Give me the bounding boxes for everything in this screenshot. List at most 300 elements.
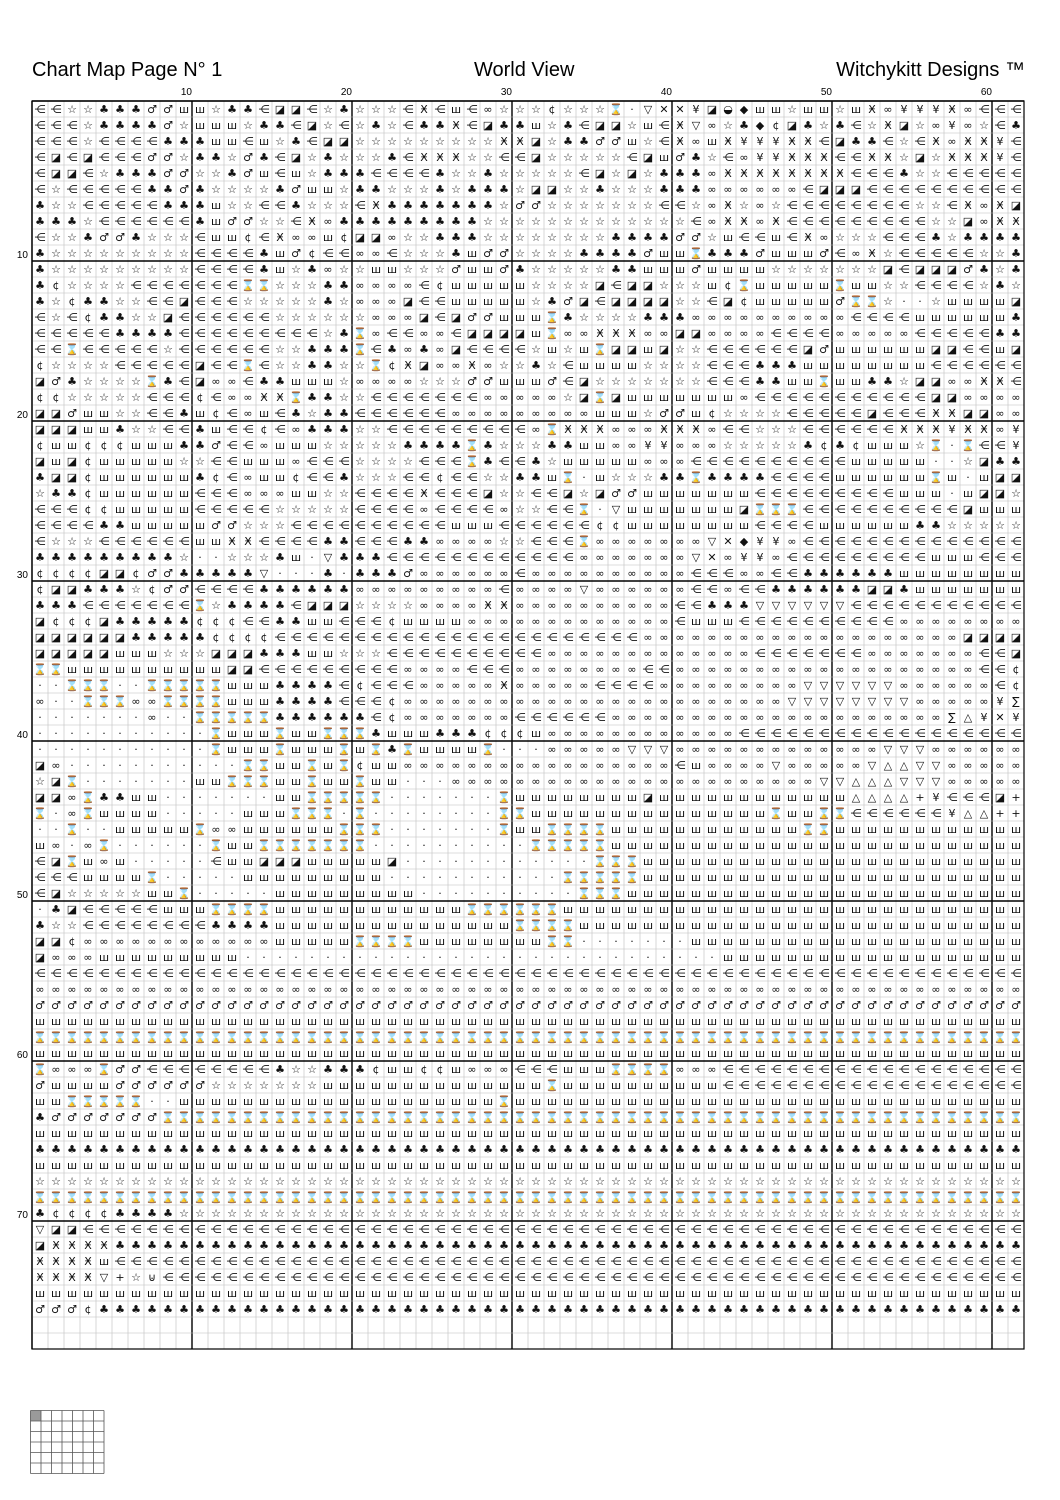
stitch-symbol: ⋲ <box>515 1063 526 1076</box>
stitch-symbol: ∞ <box>947 135 956 148</box>
stitch-symbol: ∞ <box>579 775 588 788</box>
stitch-symbol: ⋲ <box>371 615 382 628</box>
stitch-symbol: ⋲ <box>419 423 430 436</box>
stitch-symbol: ш <box>851 103 861 116</box>
stitch-symbol: ⋲ <box>643 1255 654 1268</box>
stitch-symbol: ш <box>723 1159 733 1172</box>
stitch-symbol: ш <box>179 1159 189 1172</box>
stitch-symbol: ш <box>675 855 685 868</box>
stitch-symbol: ⋲ <box>707 967 718 980</box>
stitch-symbol: ⌛ <box>193 599 207 612</box>
stitch-symbol: ♣ <box>307 343 317 356</box>
stitch-symbol: ⋲ <box>739 343 750 356</box>
stitch-symbol: ш <box>691 887 701 900</box>
stitch-symbol: ш <box>451 519 461 532</box>
stitch-symbol: ∞ <box>835 631 844 644</box>
stitch-symbol: ♣ <box>131 551 141 564</box>
stitch-symbol: ¢ <box>85 311 92 324</box>
stitch-symbol: · <box>406 791 410 804</box>
stitch-symbol: ⌛ <box>881 1111 895 1124</box>
stitch-symbol: ☆ <box>307 199 317 212</box>
stitch-symbol: ⋲ <box>579 1255 590 1268</box>
stitch-symbol: ∞ <box>547 391 556 404</box>
stitch-symbol: ш <box>947 1127 957 1140</box>
stitch-symbol: ⌛ <box>225 1191 239 1204</box>
stitch-symbol: ◪ <box>947 391 957 404</box>
stitch-symbol: ♣ <box>707 599 717 612</box>
stitch-symbol: ∞ <box>947 759 956 772</box>
stitch-symbol: ▽ <box>820 679 829 692</box>
stitch-symbol: ♣ <box>259 583 269 596</box>
stitch-symbol: ш <box>883 1159 893 1172</box>
stitch-symbol: ш <box>643 1127 653 1140</box>
stitch-symbol: ∞ <box>739 327 748 340</box>
stitch-symbol: ⋲ <box>835 551 846 564</box>
stitch-symbol: ♂ <box>211 439 221 452</box>
stitch-symbol: ⋲ <box>835 1063 846 1076</box>
stitch-symbol: ☆ <box>371 439 381 452</box>
stitch-symbol: ∞ <box>1011 615 1020 628</box>
stitch-symbol: ⋲ <box>323 1255 334 1268</box>
stitch-symbol: ▽ <box>820 599 829 612</box>
stitch-symbol: ⋲ <box>67 135 78 148</box>
stitch-symbol: ¥ <box>933 103 940 116</box>
stitch-symbol: ∞ <box>755 759 764 772</box>
stitch-symbol: ♣ <box>291 711 301 724</box>
stitch-symbol: ⋲ <box>227 1271 238 1284</box>
stitch-symbol: ⌛ <box>529 903 543 916</box>
stitch-symbol: ⋲ <box>483 1223 494 1236</box>
stitch-symbol: ш <box>899 343 909 356</box>
stitch-symbol: Ӿ <box>484 599 492 612</box>
stitch-symbol: ☆ <box>483 135 493 148</box>
stitch-symbol: ш <box>851 359 861 372</box>
stitch-symbol: ◪ <box>67 167 77 180</box>
stitch-symbol: ш <box>963 1047 973 1060</box>
stitch-symbol: ∞ <box>611 423 620 436</box>
stitch-symbol: ш <box>611 919 621 932</box>
stitch-symbol: ⌛ <box>481 1031 495 1044</box>
stitch-symbol: ⌛ <box>113 1191 127 1204</box>
stitch-symbol: ш <box>275 1015 285 1028</box>
stitch-symbol: ▽ <box>852 679 861 692</box>
stitch-symbol: ☆ <box>323 199 333 212</box>
stitch-symbol: ш <box>115 823 125 836</box>
stitch-symbol: · <box>102 759 106 772</box>
stitch-symbol: ∞ <box>211 935 220 948</box>
stitch-symbol: ш <box>115 471 125 484</box>
stitch-symbol: + <box>995 807 1004 820</box>
stitch-symbol: ∞ <box>83 935 92 948</box>
stitch-symbol: ☆ <box>643 407 653 420</box>
stitch-symbol: · <box>246 951 250 964</box>
stitch-symbol: ш <box>963 583 973 596</box>
stitch-symbol: ш <box>467 743 477 756</box>
stitch-symbol: ⋲ <box>915 391 926 404</box>
stitch-symbol: ☆ <box>243 183 253 196</box>
stitch-symbol: ⋲ <box>867 599 878 612</box>
column-tick-label: 50 <box>821 87 833 98</box>
stitch-symbol: ♣ <box>947 1303 957 1316</box>
stitch-symbol: · <box>134 775 138 788</box>
stitch-symbol: ш <box>819 903 829 916</box>
stitch-symbol: ♣ <box>755 359 765 372</box>
stitch-symbol: ∞ <box>355 983 364 996</box>
stitch-symbol: ⋲ <box>723 1063 734 1076</box>
stitch-symbol: ш <box>131 455 141 468</box>
stitch-symbol: ⋲ <box>963 1063 974 1076</box>
stitch-symbol: ш <box>867 1127 877 1140</box>
stitch-symbol: ♂ <box>115 1063 125 1076</box>
stitch-symbol: ⋲ <box>435 103 446 116</box>
stitch-symbol: ♣ <box>67 1143 77 1156</box>
stitch-symbol: ⌛ <box>161 679 175 692</box>
stitch-symbol: ◪ <box>67 455 77 468</box>
stitch-symbol: ш <box>435 1047 445 1060</box>
stitch-symbol: Ӿ <box>772 167 780 180</box>
stitch-symbol: ♣ <box>451 1239 461 1252</box>
stitch-symbol: ▽ <box>788 695 797 708</box>
stitch-symbol: ☆ <box>611 167 621 180</box>
stitch-symbol: ☆ <box>83 263 93 276</box>
stitch-symbol: ⌛ <box>545 423 559 436</box>
stitch-symbol: ☆ <box>275 343 285 356</box>
stitch-symbol: ♣ <box>35 199 45 212</box>
stitch-symbol: ⌛ <box>353 807 367 820</box>
stitch-symbol: ♣ <box>35 551 45 564</box>
stitch-symbol: ⋲ <box>467 119 478 132</box>
stitch-symbol: ∞ <box>179 983 188 996</box>
stitch-symbol: Ӿ <box>84 1239 92 1252</box>
stitch-symbol: ♣ <box>643 311 653 324</box>
stitch-symbol: ∞ <box>627 647 636 660</box>
stitch-symbol: ∞ <box>467 583 476 596</box>
stitch-symbol: ♣ <box>147 1207 157 1220</box>
stitch-symbol: ш <box>707 919 717 932</box>
stitch-symbol: ⌛ <box>401 1191 415 1204</box>
stitch-symbol: ⋲ <box>995 119 1006 132</box>
stitch-symbol: Ӿ <box>980 151 988 164</box>
stitch-symbol: ш <box>339 935 349 948</box>
stitch-symbol: ш <box>691 503 701 516</box>
stitch-symbol: ♣ <box>259 1143 269 1156</box>
stitch-symbol: ☆ <box>131 295 141 308</box>
stitch-symbol: ¢ <box>437 279 444 292</box>
stitch-symbol: ⋲ <box>659 119 670 132</box>
stitch-symbol: ♂ <box>131 1079 141 1092</box>
stitch-symbol: ∞ <box>771 695 780 708</box>
stitch-symbol: ☆ <box>851 231 861 244</box>
stitch-symbol: ш <box>83 407 93 420</box>
stitch-symbol: ш <box>819 871 829 884</box>
stitch-symbol: ♣ <box>195 215 205 228</box>
stitch-symbol: ∞ <box>483 103 492 116</box>
stitch-symbol: ⌛ <box>929 1111 943 1124</box>
stitch-symbol: ш <box>403 1127 413 1140</box>
stitch-symbol: ш <box>35 1015 45 1028</box>
stitch-symbol: ш <box>451 1287 461 1300</box>
stitch-symbol: ☆ <box>771 199 781 212</box>
stitch-symbol: ☆ <box>643 167 653 180</box>
stitch-symbol: ш <box>163 439 173 452</box>
stitch-symbol: ⋲ <box>291 119 302 132</box>
stitch-symbol: ⌛ <box>625 1111 639 1124</box>
stitch-symbol: ⋲ <box>259 615 270 628</box>
stitch-symbol: ⋲ <box>915 247 926 260</box>
stitch-symbol: ▽ <box>932 775 941 788</box>
stitch-symbol: ⋲ <box>979 551 990 564</box>
stitch-symbol: ⋲ <box>179 919 190 932</box>
stitch-symbol: ☆ <box>739 439 749 452</box>
stitch-symbol: ⋲ <box>211 1255 222 1268</box>
stitch-symbol: ∞ <box>595 599 604 612</box>
stitch-symbol: ♣ <box>579 135 589 148</box>
stitch-symbol: ш <box>691 839 701 852</box>
stitch-symbol: ш <box>995 295 1005 308</box>
stitch-symbol: ∞ <box>691 727 700 740</box>
stitch-symbol: ш <box>531 791 541 804</box>
stitch-symbol: ш <box>995 951 1005 964</box>
stitch-symbol: ⋲ <box>99 535 110 548</box>
stitch-symbol: Ӿ <box>500 679 508 692</box>
stitch-symbol: ⋲ <box>195 295 206 308</box>
stitch-symbol: ш <box>291 727 301 740</box>
stitch-symbol: ◪ <box>259 855 269 868</box>
stitch-symbol: ш <box>755 887 765 900</box>
stitch-symbol: ☆ <box>339 359 349 372</box>
stitch-symbol: ♣ <box>323 295 333 308</box>
stitch-symbol: Ӿ <box>676 119 684 132</box>
stitch-symbol: ш <box>243 1015 253 1028</box>
stitch-symbol: ⋲ <box>947 1223 958 1236</box>
stitch-symbol: ☆ <box>83 359 93 372</box>
stitch-symbol: ♣ <box>883 1239 893 1252</box>
stitch-symbol: ▽ <box>836 775 845 788</box>
stitch-symbol: △ <box>868 791 877 804</box>
stitch-symbol: ◪ <box>1011 631 1021 644</box>
stitch-symbol: ☆ <box>275 519 285 532</box>
stitch-symbol: ш <box>83 1159 93 1172</box>
stitch-symbol: ♣ <box>323 279 333 292</box>
stitch-symbol: ☆ <box>307 295 317 308</box>
stitch-symbol: ☆ <box>51 919 61 932</box>
stitch-symbol: ∞ <box>803 663 812 676</box>
stitch-symbol: ⋲ <box>915 327 926 340</box>
stitch-symbol: ⋲ <box>851 1223 862 1236</box>
stitch-symbol: ⋲ <box>195 583 206 596</box>
stitch-symbol: ⌛ <box>177 887 191 900</box>
stitch-symbol: ♣ <box>531 471 541 484</box>
stitch-symbol: ⋲ <box>995 663 1006 676</box>
stitch-symbol: ◪ <box>83 631 93 644</box>
stitch-symbol: ¥ <box>981 711 988 724</box>
stitch-symbol: · <box>502 887 506 900</box>
stitch-symbol: ∞ <box>611 647 620 660</box>
stitch-symbol: ш <box>35 1159 45 1172</box>
stitch-symbol: ◪ <box>627 295 637 308</box>
stitch-symbol: ♣ <box>339 103 349 116</box>
stitch-symbol: ♣ <box>835 1143 845 1156</box>
stitch-symbol: ш <box>739 519 749 532</box>
stitch-symbol: ☆ <box>771 1175 781 1188</box>
stitch-symbol: ☆ <box>547 135 557 148</box>
stitch-symbol: ш <box>899 951 909 964</box>
stitch-symbol: ш <box>883 471 893 484</box>
stitch-symbol: ♣ <box>579 1239 589 1252</box>
stitch-symbol: ⋲ <box>515 519 526 532</box>
stitch-symbol: ♣ <box>195 183 205 196</box>
stitch-symbol: ☆ <box>787 263 797 276</box>
stitch-symbol: ш <box>211 1159 221 1172</box>
stitch-symbol: ш <box>723 807 733 820</box>
stitch-symbol: ⋲ <box>787 487 798 500</box>
stitch-symbol: ☆ <box>131 311 141 324</box>
stitch-symbol: ¥ <box>997 151 1004 164</box>
stitch-symbol: ⋲ <box>931 727 942 740</box>
stitch-symbol: ∞ <box>371 583 380 596</box>
stitch-symbol: ▽ <box>580 583 589 596</box>
stitch-symbol: ш <box>83 1015 93 1028</box>
stitch-symbol: ⋲ <box>819 535 830 548</box>
stitch-symbol: ш <box>819 1287 829 1300</box>
stitch-symbol: ⋲ <box>803 423 814 436</box>
stitch-symbol: ⌛ <box>577 839 591 852</box>
stitch-symbol: ш <box>179 487 189 500</box>
stitch-symbol: ☆ <box>227 199 237 212</box>
stitch-symbol: ⋲ <box>195 1223 206 1236</box>
stitch-symbol: ∞ <box>403 583 412 596</box>
stitch-symbol: ∞ <box>419 695 428 708</box>
stitch-symbol: ♣ <box>739 119 749 132</box>
stitch-symbol: ☆ <box>115 375 125 388</box>
stitch-symbol: ∞ <box>451 983 460 996</box>
stitch-symbol: · <box>118 839 122 852</box>
stitch-symbol: ♣ <box>867 567 877 580</box>
stitch-symbol: ∞ <box>467 983 476 996</box>
stitch-symbol: ш <box>627 791 637 804</box>
stitch-symbol: ☆ <box>339 647 349 660</box>
stitch-symbol: ⋲ <box>723 967 734 980</box>
stitch-symbol: ∞ <box>451 663 460 676</box>
stitch-symbol: ш <box>867 1159 877 1172</box>
stitch-symbol: ⋲ <box>1011 967 1022 980</box>
stitch-symbol: ш <box>675 919 685 932</box>
stitch-symbol: ♣ <box>835 119 845 132</box>
stitch-symbol: ∞ <box>915 615 924 628</box>
stitch-symbol: ♂ <box>579 999 589 1012</box>
stitch-symbol: ⌛ <box>577 887 591 900</box>
stitch-symbol: ш <box>451 1047 461 1060</box>
stitch-symbol: ш <box>979 503 989 516</box>
stitch-symbol: ▽ <box>900 695 909 708</box>
stitch-symbol: ♣ <box>1011 1143 1021 1156</box>
stitch-symbol: ⋲ <box>851 167 862 180</box>
stitch-symbol: ☆ <box>531 279 541 292</box>
stitch-symbol: ◪ <box>931 263 941 276</box>
stitch-symbol: ⋲ <box>771 519 782 532</box>
stitch-symbol: ♂ <box>755 999 765 1012</box>
stitch-symbol: ⌛ <box>833 1111 847 1124</box>
stitch-symbol: ☆ <box>51 535 61 548</box>
stitch-symbol: ш <box>723 263 733 276</box>
stitch-symbol: Ӿ <box>788 167 796 180</box>
stitch-symbol: ∞ <box>483 775 492 788</box>
stitch-symbol: ⋲ <box>355 967 366 980</box>
stitch-symbol: ¥ <box>917 103 924 116</box>
stitch-symbol: ⋲ <box>867 535 878 548</box>
stitch-symbol: ☆ <box>307 1079 317 1092</box>
stitch-symbol: ш <box>323 759 333 772</box>
stitch-symbol: ☆ <box>355 439 365 452</box>
stitch-symbol: ш <box>659 391 669 404</box>
stitch-symbol: ♣ <box>115 119 125 132</box>
stitch-symbol: · <box>486 807 490 820</box>
stitch-symbol: ♣ <box>323 711 333 724</box>
stitch-symbol: Ӿ <box>932 135 940 148</box>
stitch-symbol: ш <box>115 455 125 468</box>
stitch-symbol: ∞ <box>771 775 780 788</box>
stitch-symbol: · <box>118 679 122 692</box>
stitch-symbol: ♂ <box>51 375 61 388</box>
stitch-symbol: ⋲ <box>467 1223 478 1236</box>
stitch-symbol: · <box>182 711 186 724</box>
stitch-symbol: ш <box>771 279 781 292</box>
stitch-symbol: ♣ <box>83 583 93 596</box>
stitch-symbol: Ӿ <box>996 199 1004 212</box>
stitch-symbol: ⋲ <box>67 151 78 164</box>
stitch-symbol: ш <box>979 1047 989 1060</box>
stitch-symbol: ∞ <box>691 695 700 708</box>
stitch-symbol: ☆ <box>371 151 381 164</box>
stitch-symbol: · <box>454 871 458 884</box>
stitch-symbol: ∞ <box>227 823 236 836</box>
stitch-symbol: ∞ <box>563 727 572 740</box>
stitch-symbol: ш <box>131 519 141 532</box>
stitch-symbol: ⌛ <box>337 759 351 772</box>
stitch-symbol: ∞ <box>659 327 668 340</box>
stitch-symbol: ⌛ <box>65 855 79 868</box>
stitch-symbol: ш <box>99 1255 109 1268</box>
stitch-symbol: ♣ <box>851 1239 861 1252</box>
stitch-symbol: ⋲ <box>227 503 238 516</box>
stitch-symbol: ⌛ <box>865 1111 879 1124</box>
stitch-symbol: ☆ <box>83 103 93 116</box>
stitch-symbol: ☆ <box>563 167 573 180</box>
stitch-symbol: ♂ <box>163 167 173 180</box>
stitch-symbol: ⋲ <box>195 487 206 500</box>
stitch-symbol: ♂ <box>163 103 173 116</box>
stitch-symbol: ♣ <box>291 615 301 628</box>
stitch-symbol: ш <box>643 1047 653 1060</box>
stitch-symbol: ш <box>275 1095 285 1108</box>
stitch-symbol: ш <box>691 855 701 868</box>
stitch-symbol: ⌛ <box>721 1111 735 1124</box>
stitch-symbol: ∞ <box>515 615 524 628</box>
stitch-symbol: ⋲ <box>867 727 878 740</box>
stitch-symbol: ⌛ <box>161 1191 175 1204</box>
stitch-symbol: ♣ <box>323 695 333 708</box>
stitch-symbol: ш <box>851 919 861 932</box>
stitch-symbol: ш <box>979 919 989 932</box>
stitch-symbol: ∞ <box>819 631 828 644</box>
stitch-symbol: ☆ <box>51 263 61 276</box>
stitch-symbol: ∞ <box>403 663 412 676</box>
stitch-symbol: ⋲ <box>355 519 366 532</box>
stitch-symbol: ☆ <box>179 1207 189 1220</box>
stitch-symbol: ☆ <box>435 263 445 276</box>
stitch-symbol: ◪ <box>819 183 829 196</box>
stitch-symbol: ш <box>595 471 605 484</box>
